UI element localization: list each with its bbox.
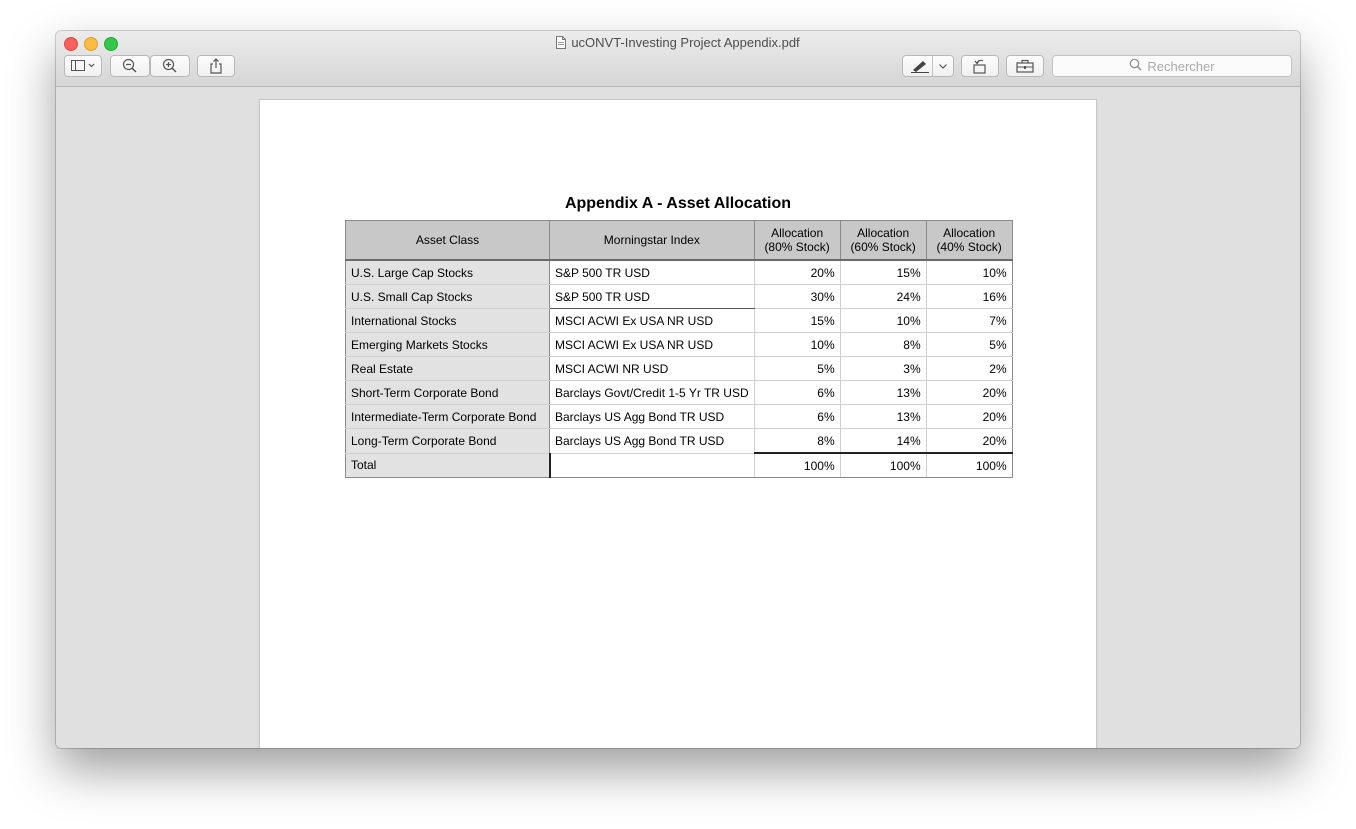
preview-window (56, 31, 1300, 748)
toolbox-button[interactable] (1006, 55, 1044, 77)
allocation-40-cell: 16% (926, 285, 1012, 309)
asset-class-cell: Real Estate (346, 357, 550, 381)
index-cell: MSCI ACWI Ex USA NR USD (550, 309, 755, 333)
table-row (346, 309, 1013, 333)
index-cell: MSCI ACWI NR USD (550, 357, 755, 381)
allocation-60-cell: 14% (840, 429, 926, 454)
allocation-60-cell: 13% (840, 381, 926, 405)
markup-button[interactable] (902, 55, 954, 77)
allocation-80-cell: 5% (754, 357, 840, 381)
rotate-button[interactable] (961, 55, 999, 77)
allocation-80-cell: 6% (754, 381, 840, 405)
search-placeholder: Rechercher (1147, 58, 1215, 74)
document-title: Appendix A - Asset Allocation (564, 195, 792, 212)
table-row (346, 285, 1013, 309)
allocation-60-cell: 24% (840, 285, 926, 309)
asset-class-cell: U.S. Small Cap Stocks (346, 285, 550, 309)
allocation-80-cell: 30% (754, 285, 840, 309)
pdf-document-icon (556, 36, 566, 53)
table-row (346, 333, 1013, 357)
header-allocation-80-line2: (80% Stock) (764, 240, 830, 254)
allocation-40-cell: 20% (926, 405, 1012, 429)
pen-icon (911, 59, 931, 73)
table-row (346, 357, 1013, 381)
asset-class-cell: Intermediate-Term Corporate Bond (346, 405, 550, 429)
zoom-out-button[interactable] (110, 55, 150, 77)
sidebar-toggle-button[interactable] (64, 55, 102, 77)
rotate-icon (972, 58, 988, 74)
allocation-40-cell: 20% (926, 429, 1012, 454)
header-allocation-80-line1: Allocation (771, 226, 824, 240)
search-icon (1129, 58, 1147, 74)
allocation-80-cell: 8% (754, 429, 840, 454)
share-icon (209, 58, 223, 74)
index-cell: Barclays US Agg Bond TR USD (550, 405, 755, 429)
allocation-60-cell: 3% (840, 357, 926, 381)
toolbar (56, 31, 1300, 87)
allocation-40-cell: 7% (926, 309, 1012, 333)
allocation-40-cell: 20% (926, 381, 1012, 405)
table-header-row (346, 221, 1013, 261)
allocation-60-cell: 8% (840, 333, 926, 357)
table-row (346, 381, 1013, 405)
asset-class-cell: Emerging Markets Stocks (346, 333, 550, 357)
allocation-40-cell: 10% (926, 260, 1012, 285)
allocation-40-cell: 5% (926, 333, 1012, 357)
header-asset-class: Asset Class (346, 221, 550, 261)
allocation-60-cell: 13% (840, 405, 926, 429)
allocation-80-cell: 15% (754, 309, 840, 333)
sidebar-icon (71, 60, 95, 72)
header-morningstar-index: Morningstar Index (550, 221, 755, 261)
table-row (346, 405, 1013, 429)
toolbox-icon (1016, 59, 1034, 73)
total-allocation-60-cell: 100% (840, 453, 926, 478)
index-cell: MSCI ACWI Ex USA NR USD (550, 333, 755, 357)
header-allocation-40 (926, 221, 1012, 261)
total-allocation-40-cell: 100% (926, 453, 1012, 478)
header-allocation-40-line1: Allocation (943, 226, 996, 240)
index-cell: Barclays Govt/Credit 1-5 Yr TR USD (550, 381, 755, 405)
index-cell: S&P 500 TR USD (550, 285, 755, 309)
header-allocation-40-line2: (40% Stock) (936, 240, 1002, 254)
share-button[interactable] (197, 55, 235, 77)
window-title: ucONVT-Investing Project Appendix.pdf (571, 35, 800, 50)
window-title-bar (56, 35, 1300, 53)
header-allocation-80 (754, 221, 840, 261)
search-field[interactable] (1052, 55, 1292, 77)
allocation-60-cell: 15% (840, 260, 926, 285)
asset-allocation-table (345, 220, 1013, 478)
zoom-out-icon (122, 58, 138, 74)
index-cell: S&P 500 TR USD (550, 260, 755, 285)
allocation-60-cell: 10% (840, 309, 926, 333)
document-viewer[interactable] (56, 87, 1300, 748)
total-index-cell (550, 453, 755, 478)
asset-class-cell: Long-Term Corporate Bond (346, 429, 550, 454)
chevron-down-icon[interactable] (932, 56, 953, 76)
asset-class-cell: Short-Term Corporate Bond (346, 381, 550, 405)
header-allocation-60-line1: Allocation (857, 226, 910, 240)
pdf-page (260, 100, 1096, 748)
asset-class-cell: U.S. Large Cap Stocks (346, 260, 550, 285)
allocation-40-cell: 2% (926, 357, 1012, 381)
allocation-80-cell: 20% (754, 260, 840, 285)
total-allocation-80-cell: 100% (754, 453, 840, 478)
index-cell: Barclays US Agg Bond TR USD (550, 429, 755, 454)
asset-class-cell: International Stocks (346, 309, 550, 333)
table-row (346, 260, 1013, 285)
total-label-cell: Total (346, 453, 550, 478)
allocation-80-cell: 10% (754, 333, 840, 357)
zoom-in-icon (162, 58, 178, 74)
allocation-80-cell: 6% (754, 405, 840, 429)
zoom-in-button[interactable] (150, 55, 190, 77)
table-row (346, 429, 1013, 454)
total-row (346, 453, 1013, 478)
header-allocation-60-line2: (60% Stock) (850, 240, 916, 254)
header-allocation-60 (840, 221, 926, 261)
